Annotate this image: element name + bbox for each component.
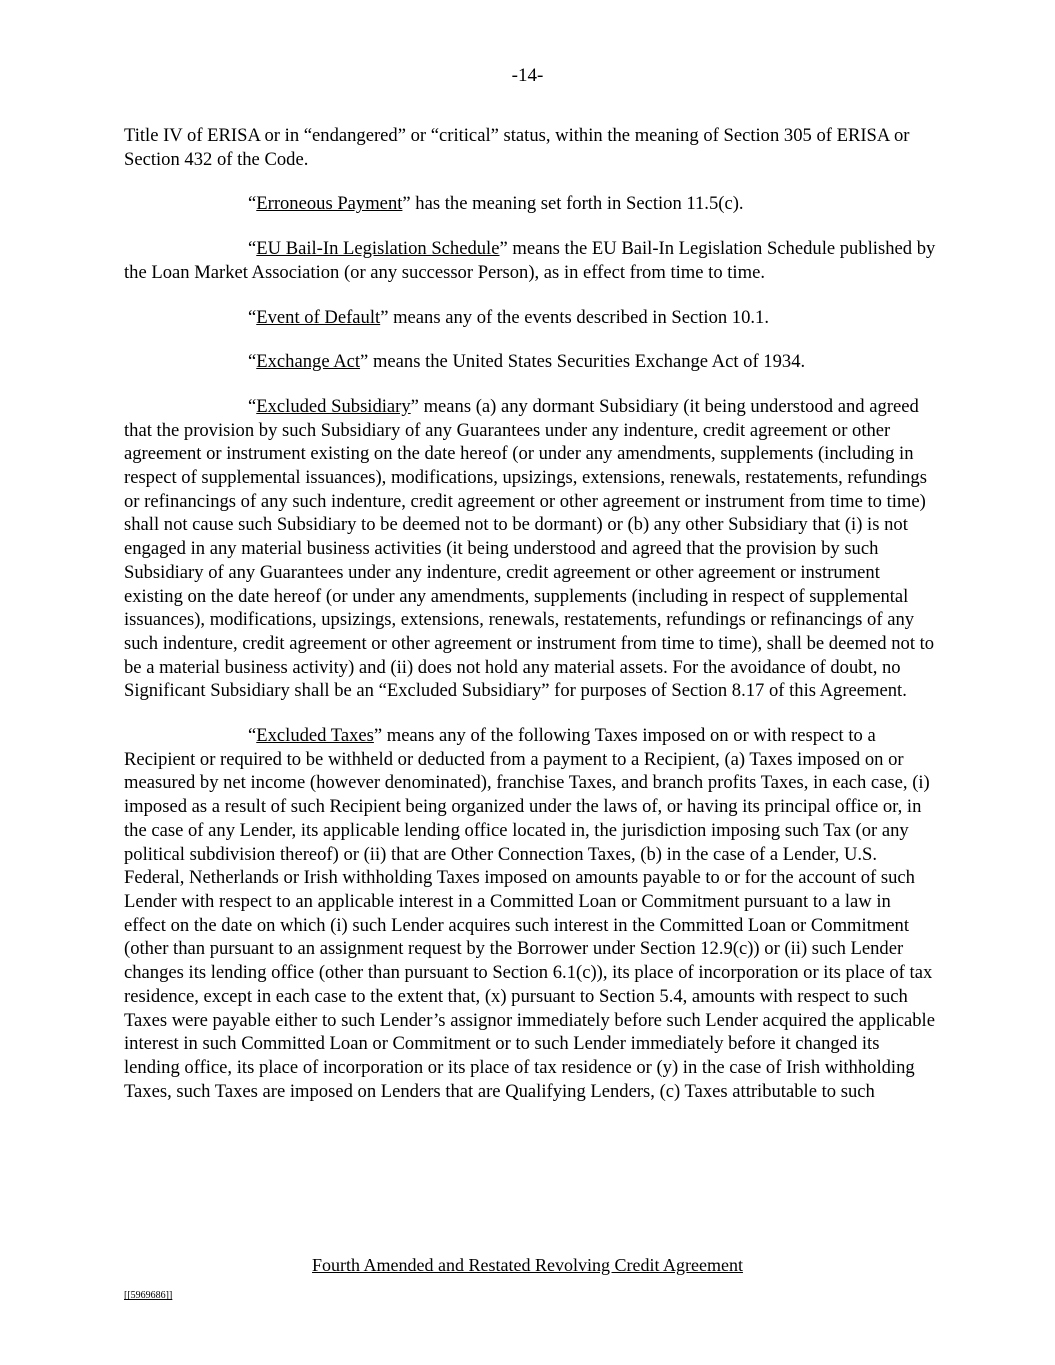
open-quote: “ (248, 238, 257, 260)
definition-text: ” means the United States Securities Exchange Act of 1934. (360, 351, 806, 373)
definition-text: ” means the EU Bail-In Legislation Schedule published by the Loan Market Association (or any successor Person), as in effect from time to time. (124, 238, 936, 283)
page-number: -14- (511, 65, 544, 86)
definition-text: ” means any of the events described in Section 10.1. (380, 306, 769, 328)
paragraph-text: Title IV of ERISA or in “endangered” or “critical” status, within the meaning of Section 305 of ERISA or Section 432 of the Code. (124, 125, 910, 170)
definition-text: ” has the meaning set forth in Section 11.5(c). (402, 193, 744, 215)
defined-term: Excluded Subsidiary (256, 395, 411, 417)
open-quote: “ (248, 395, 257, 417)
definition-event-of-default (124, 306, 936, 330)
definition-excluded-subsidiary (124, 395, 936, 703)
defined-term: Excluded Taxes (256, 725, 374, 747)
definition-text: ” means any of the following Taxes imposed on or with respect to a Recipient or required to be withheld or deducted from a payment to a Recipient, (a) Taxes imposed on or measured by net income (however denominated), franchise Taxes, and branch profits Taxes, in each case, (i) imposed as a result of such Recipient being organized under the laws of, or having its principal office or, in the case of any Lender, its applicable lending office located in, the jurisdiction imposing such Tax (or any political subdivision thereof) or (ii) that are Other Connection Taxes, (b) in the case of a Lender, U.S. Federal, Netherlands or Irish withholding Taxes imposed on amounts payable to or for the account of such Lender with respect to an applicable interest in a Committed Loan or Commitment pursuant to a law in effect on the date on which (i) such Lender acquires such interest in the Committed Loan or Commitment (other than pursuant to an assignment request by the Borrower under Section 12.9(c)) or (ii) such Lender changes its lending office (other than pursuant to Section 6.1(c)), its place of incorporation or its place of tax residence, except in each case to the extent that, (x) pursuant to Section 5.4, amounts with respect to such Taxes were payable either to such Lender’s assignor immediately before such Lender acquired the applicable interest in such Committed Loan or Commitment or to such Lender immediately before it changed its lending office, its place of incorporation or its place of tax residence or (y) in the case of Irish withholding Taxes, such Taxes are imposed on Lenders that are Qualifying Lenders, (c) Taxes attributable to such (124, 725, 935, 1102)
definition-erroneous-payment (124, 192, 936, 216)
footer-title-text: Fourth Amended and Restated Revolving Credit Agreement (312, 1255, 743, 1275)
paragraph-continuation (124, 124, 936, 171)
defined-term: Exchange Act (256, 351, 361, 373)
open-quote: “ (248, 306, 257, 328)
definition-text: ” means (a) any dormant Subsidiary (it being understood and agreed that the provision by such Subsidiary of any Guarantees under any indenture, credit agreement or other agreement or instrument existing on the date hereof (or under any amendments, supplements (including in respect of supplemental issuances), modifications, upsizings, extensions, renewals, restatements, refundings or refinancings of any such indenture, credit agreement or other agreement or instrument from time to time) shall not cause such Subsidiary to be deemed not to be dormant) or (b) any other Subsidiary that (i) is not engaged in any material business activities (it being understood and agreed that the provision by such Subsidiary of any Guarantees under any indenture, credit agreement or other agreement or instrument existing on the date hereof (or under any amendments, supplements (including in respect of supplemental issuances), modifications, upsizings, extensions, renewals, restatements, refundings or refinancings of any such indenture, credit agreement or other agreement or instrument from time to time), shall be deemed not to be a material business activity) and (ii) does not hold any material assets. For the avoidance of doubt, no Significant Subsidiary shall be an “Excluded Subsidiary” for purposes of Section 8.17 of this Agreement. (124, 395, 935, 702)
open-quote: “ (248, 725, 257, 747)
defined-term: Erroneous Payment (256, 193, 403, 215)
footer-agreement-title (0, 1254, 1055, 1276)
defined-term: EU Bail-In Legislation Schedule (256, 238, 500, 260)
document-id: [[5969686]] (124, 1290, 173, 1301)
open-quote: “ (248, 193, 257, 215)
definition-excluded-taxes (124, 724, 936, 1103)
open-quote: “ (248, 351, 257, 373)
definition-eu-bail-in-legislation-schedule (124, 237, 936, 284)
definition-exchange-act (124, 350, 936, 374)
document-body (124, 124, 936, 1124)
defined-term: Event of Default (256, 306, 381, 328)
